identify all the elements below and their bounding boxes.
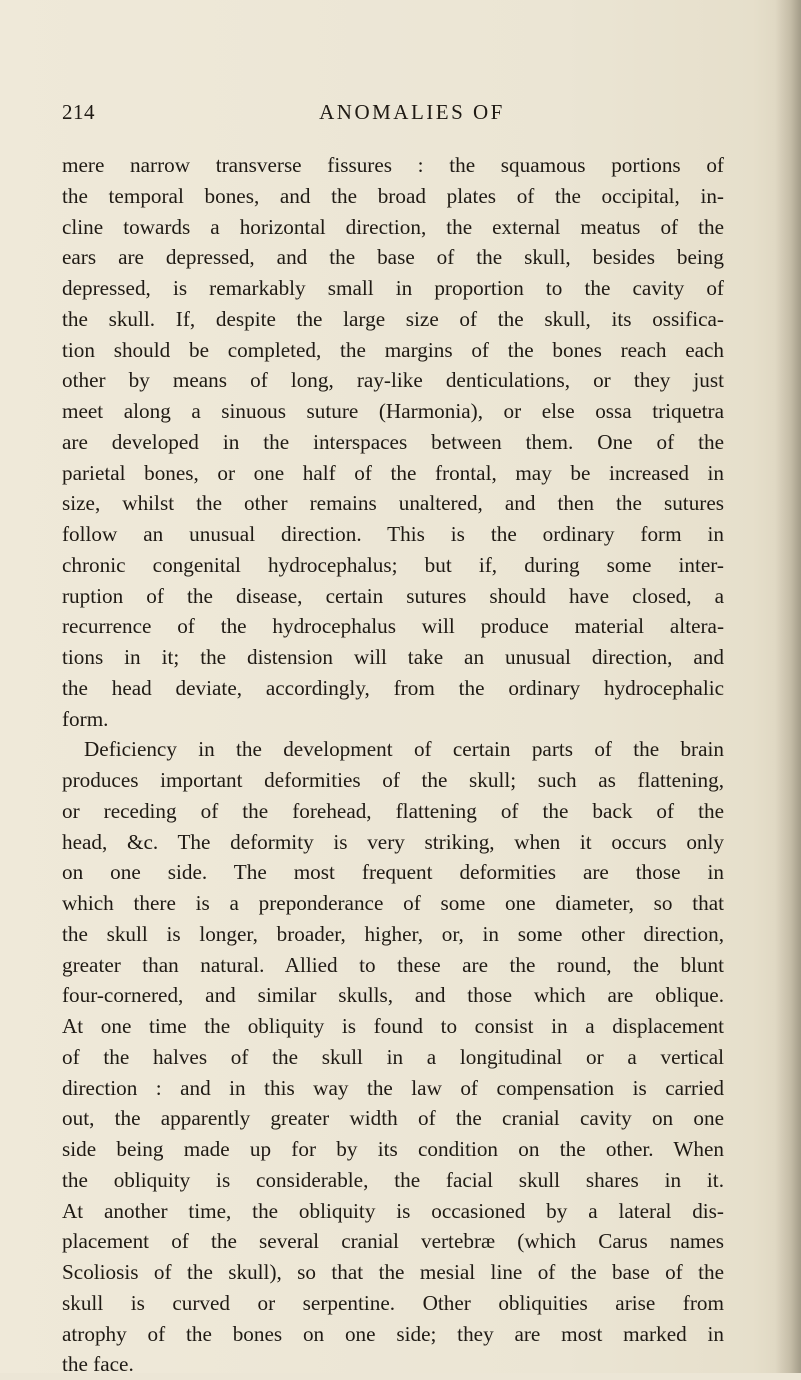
- text-line: side being made up for by its condition on the other. When: [62, 1137, 724, 1161]
- text-line: on one side. The most frequent deformities are those in: [62, 860, 724, 885]
- text-line: are developed in the interspaces between them. One of the: [62, 429, 724, 454]
- text-line: direction : and in this way the law of compensation is carried: [62, 1075, 724, 1100]
- text-line: the skull. If, despite the large size of the skull, its ossifica-: [62, 306, 724, 331]
- text-line: chronic congenital hydrocephalus; but if, during some inter-: [62, 552, 724, 577]
- text-line: placement of the several cranial vertebræ (which Carus names: [62, 1229, 724, 1254]
- text-line: the head deviate, accordingly, from the ordinary hydrocephalic: [62, 675, 724, 700]
- text-line: which there is a preponderance of some one diameter, so that: [62, 891, 724, 915]
- text-line: Scoliosis of the skull), so that the mesial line of the base of the: [62, 1260, 724, 1284]
- text-line: mere narrow transverse fissures : the squamous portions of: [62, 153, 724, 177]
- paragraph: [62, 734, 724, 1380]
- text-line: ears are depressed, and the base of the skull, besides being: [62, 245, 724, 270]
- text-line: Deficiency in the development of certain parts of the brain: [84, 737, 724, 762]
- text-line: head, &c. The deformity is very striking, when it occurs only: [62, 829, 724, 854]
- running-title: ANOMALIES OF: [319, 100, 505, 124]
- text-line: skull is curved or serpentine. Other obliquities arise from: [62, 1290, 724, 1315]
- text-line: At one time the obliquity is found to consist in a displacement: [62, 1014, 724, 1038]
- text-line: follow an unusual direction. This is the ordinary form in: [62, 522, 724, 546]
- text-line: meet along a sinuous suture (Harmonia), or else ossa triquetra: [62, 399, 724, 423]
- text-line: greater than natural. Allied to these are the round, the blunt: [62, 952, 724, 977]
- paragraph: [62, 150, 724, 734]
- text-line: produces important deformities of the skull; such as flattening,: [62, 768, 724, 792]
- text-line: the skull is longer, broader, higher, or, in some other direction,: [62, 921, 724, 946]
- text-line: At another time, the obliquity is occasioned by a lateral dis-: [62, 1198, 724, 1223]
- page-number: 214: [62, 100, 95, 124]
- page-edge-shadow: [775, 0, 801, 1373]
- text-line: cline towards a horizontal direction, the external meatus of the: [62, 214, 724, 239]
- text-line: out, the apparently greater width of the cranial cavity on one: [62, 1106, 724, 1131]
- text-line: four-cornered, and similar skulls, and those which are oblique.: [62, 983, 724, 1008]
- text-line: form.: [62, 706, 109, 731]
- text-line: the temporal bones, and the broad plates of the occipital, in-: [62, 183, 724, 208]
- text-line: the obliquity is considerable, the facial skull shares in it.: [62, 1167, 724, 1192]
- text-line: atrophy of the bones on one side; they are most marked in: [62, 1321, 724, 1346]
- text-line: tions in it; the distension will take an unusual direction, and: [62, 645, 724, 669]
- text-line: the face.: [62, 1352, 134, 1377]
- text-line: or receding of the forehead, flattening of the back of the: [62, 798, 724, 823]
- text-line: other by means of long, ray-like denticulations, or they just: [62, 368, 724, 393]
- text-line: tion should be completed, the margins of the bones reach each: [62, 337, 724, 362]
- body-text: [62, 150, 724, 1380]
- text-line: of the halves of the skull in a longitudinal or a vertical: [62, 1044, 724, 1069]
- text-line: size, whilst the other remains unaltered, and then the sutures: [62, 491, 724, 516]
- text-line: depressed, is remarkably small in proportion to the cavity of: [62, 276, 724, 300]
- text-line: recurrence of the hydrocephalus will produce material altera-: [62, 614, 724, 639]
- running-head: [62, 100, 722, 130]
- text-line: ruption of the disease, certain sutures should have closed, a: [62, 583, 724, 608]
- text-line: parietal bones, or one half of the frontal, may be increased in: [62, 460, 724, 485]
